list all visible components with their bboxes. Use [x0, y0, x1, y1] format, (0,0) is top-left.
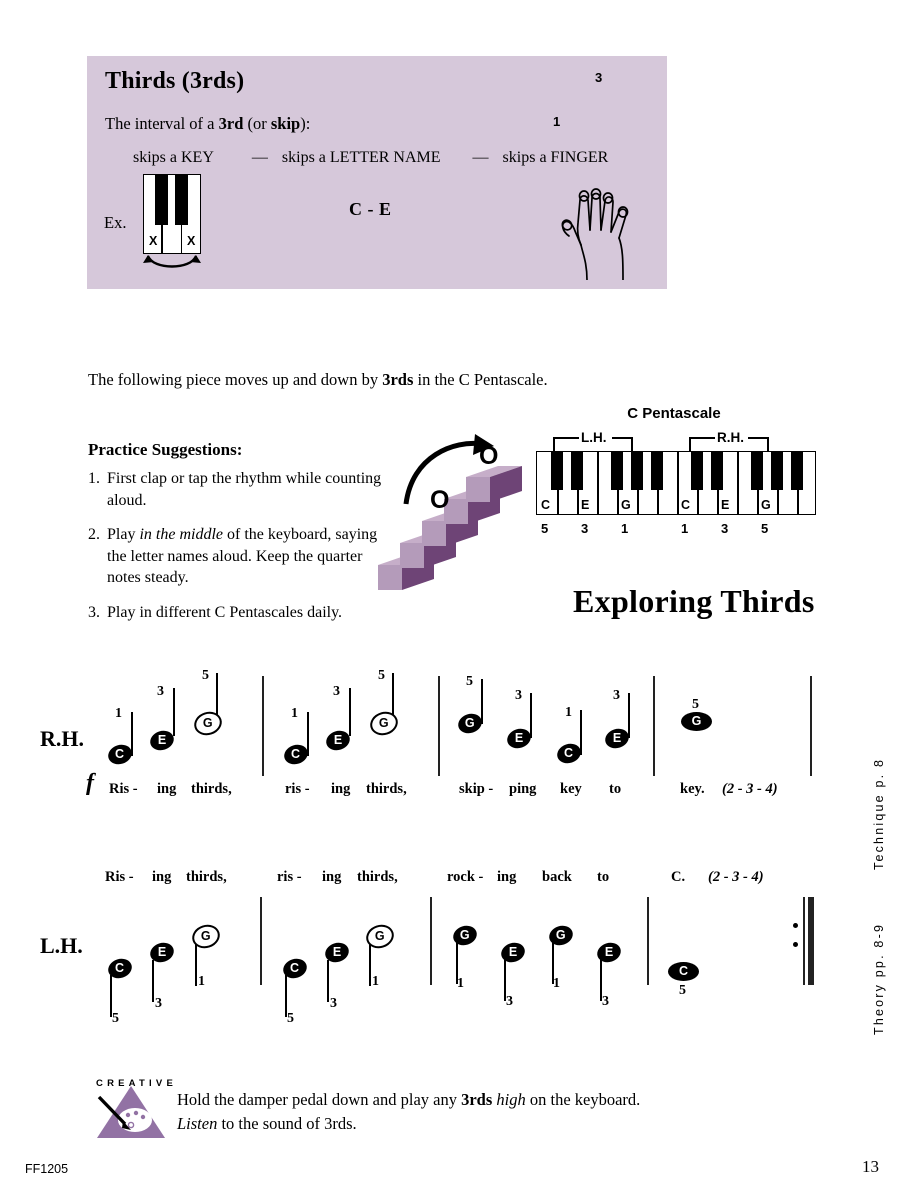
- creative-line2-post: to the sound of 3rds.: [217, 1114, 357, 1133]
- skip-arrow-icon: [139, 252, 205, 274]
- fingering-number: 1: [115, 706, 122, 721]
- creative-line-2: [177, 1112, 737, 1136]
- key-finger-5-rh: 5: [761, 521, 769, 536]
- intro-bold: 3rds: [382, 370, 414, 389]
- list-item: [88, 602, 388, 624]
- subtitle-part-3: (or: [243, 114, 271, 133]
- fingering-number: 3: [515, 688, 522, 703]
- lyric-syllable: ing: [157, 781, 177, 797]
- lyric-syllable: ris -: [285, 781, 310, 797]
- badge-letter: E: [166, 1078, 177, 1089]
- interval-label: C - E: [349, 199, 392, 219]
- key-finger-3-lh: 3: [581, 521, 589, 536]
- notehead-letter: E: [157, 945, 167, 960]
- rh-hand-label: R.H.: [40, 726, 84, 751]
- lyric-syllable: skip -: [459, 781, 494, 797]
- barline: [430, 897, 432, 985]
- fingering-number: 1: [372, 974, 379, 989]
- badge-letter: R: [107, 1078, 119, 1089]
- notehead-g: [367, 708, 401, 739]
- badge-letter: C: [96, 1078, 108, 1089]
- notehead-c-whole: [668, 962, 699, 981]
- key-letter-e-lh: E: [581, 498, 590, 512]
- stair-note-mark-high: O: [479, 442, 499, 470]
- lyric-syllable: ing: [152, 869, 172, 885]
- footer-product-code: FF1205: [25, 1162, 69, 1176]
- black-key: [631, 452, 643, 490]
- lyric-syllable: rock -: [447, 869, 484, 885]
- intro-sentence: [88, 370, 548, 390]
- hand-finger-label-1: 1: [553, 114, 561, 129]
- repeat-barline-thick: [808, 897, 814, 985]
- lyric-syllable: ing: [331, 781, 351, 797]
- notehead-g: [191, 708, 225, 739]
- notehead-letter: G: [460, 928, 470, 943]
- notehead-letter: C: [291, 747, 301, 762]
- hand-brackets: [524, 430, 824, 452]
- lyric-syllable: ris -: [277, 869, 302, 885]
- black-key: [771, 452, 783, 490]
- list-item-text: First clap or tap the rhythm while counting aloud.: [107, 470, 382, 509]
- notehead-letter: E: [332, 945, 342, 960]
- fingering-number: 3: [155, 996, 162, 1011]
- concept-box: [87, 56, 667, 289]
- fingering-number: 1: [198, 974, 205, 989]
- creative-line1-post: on the keyboard.: [525, 1090, 641, 1109]
- bracket-label-rh: R.H.: [717, 430, 744, 445]
- badge-letter: I: [149, 1078, 156, 1089]
- song-title: Exploring Thirds: [573, 583, 815, 619]
- notehead-letter: G: [691, 714, 702, 729]
- note-stem: [530, 693, 532, 738]
- note-stem: [481, 679, 483, 724]
- notehead-letter: C: [115, 747, 125, 762]
- badge-letter: A: [128, 1078, 140, 1089]
- black-key: [751, 452, 763, 490]
- list-item-number: 1.: [88, 470, 100, 487]
- fingering-number: 5: [287, 1011, 294, 1026]
- fingering-number: 1: [565, 705, 572, 720]
- note-stem: [327, 960, 329, 1002]
- creative-line1-bold: 3rds: [461, 1090, 493, 1109]
- pentascale-keyboard: [536, 451, 816, 515]
- concept-subtitle: [105, 114, 310, 134]
- hand-finger-label-3: 3: [595, 70, 603, 85]
- concept-title: Thirds (3rds): [105, 68, 245, 94]
- fingering-number: 1: [553, 976, 560, 991]
- notehead-letter: C: [564, 746, 574, 761]
- list-item: [88, 468, 388, 511]
- key-mark-x: X: [187, 234, 196, 248]
- repeat-dot: [793, 942, 798, 947]
- list-item-number: 2.: [88, 526, 100, 543]
- black-key: [571, 452, 583, 490]
- lyric-syllable: C.: [671, 869, 686, 885]
- notehead-letter: C: [115, 961, 125, 976]
- fingering-number: 1: [457, 976, 464, 991]
- count-text: (2 - 3 - 4): [722, 781, 778, 797]
- fingering-number: 5: [112, 1011, 119, 1026]
- lyric-syllable: ing: [497, 869, 517, 885]
- note-stem: [173, 688, 175, 736]
- key-mark-x: X: [149, 234, 158, 248]
- fingering-number: 3: [333, 684, 340, 699]
- fingering-number: 3: [506, 994, 513, 1009]
- notehead-letter: E: [514, 731, 524, 746]
- barline: [260, 897, 262, 985]
- black-key: [651, 452, 663, 490]
- skips-finger-text: skips a FINGER: [502, 149, 609, 166]
- lyric-syllable: thirds,: [366, 781, 407, 797]
- subtitle-part-5: ):: [300, 114, 311, 133]
- key-letter-c-lh: C: [541, 498, 551, 512]
- list-item-text-post: of the keyboard, saying the letter names aloud. Keep the quarter notes steady.: [107, 526, 378, 586]
- notehead-g-whole: [681, 712, 712, 731]
- barline: [438, 676, 440, 776]
- dash-icon-2: —: [472, 149, 489, 166]
- lyric-syllable: back: [542, 869, 572, 885]
- practice-list: [88, 468, 388, 636]
- hand-diagram-icon: [547, 168, 657, 280]
- key-letter-e-rh: E: [721, 498, 730, 512]
- list-item: [88, 524, 388, 589]
- notehead-e: [499, 940, 528, 965]
- lyric-syllable: thirds,: [357, 869, 398, 885]
- note-stem: [152, 960, 154, 1002]
- dynamic-forte: f: [86, 770, 94, 796]
- black-key: [155, 175, 168, 225]
- bracket-label-lh: L.H.: [581, 430, 607, 445]
- list-item-text: Play in different C Pentascales daily.: [107, 603, 343, 621]
- lh-hand-label: L.H.: [40, 933, 83, 958]
- notehead-letter: G: [375, 929, 385, 944]
- notehead-e: [595, 940, 624, 965]
- notehead-letter: C: [678, 964, 689, 979]
- stair-steps: [378, 466, 522, 590]
- black-key: [791, 452, 803, 490]
- lyric-syllable: Ris -: [109, 781, 138, 797]
- dash-icon: —: [251, 149, 268, 166]
- intro-after: in the C Pentascale.: [413, 370, 548, 389]
- list-item-text-pre: Play: [107, 526, 140, 543]
- key-letter-g-lh: G: [621, 498, 631, 512]
- notehead-letter: E: [508, 945, 518, 960]
- fingering-number: 3: [602, 994, 609, 1009]
- side-ref-technique: Technique p. 8: [872, 757, 886, 870]
- skips-key-text: skips a KEY: [133, 149, 214, 166]
- creative-badge-label: [96, 1078, 177, 1089]
- pentascale-diagram: [524, 405, 824, 560]
- stair-note-mark-low: O: [430, 486, 450, 514]
- badge-letter: T: [139, 1078, 150, 1089]
- notehead-g: [547, 923, 576, 948]
- badge-letter: E: [118, 1078, 129, 1089]
- fingering-number: 5: [692, 697, 699, 712]
- note-stem: [349, 688, 351, 736]
- repeat-dot: [793, 923, 798, 928]
- barline: [810, 676, 812, 776]
- lyric-syllable: to: [597, 869, 610, 885]
- creative-line1-em: high: [492, 1090, 526, 1109]
- black-key: [551, 452, 563, 490]
- creative-palette-icon: [95, 1080, 167, 1142]
- black-key: [691, 452, 703, 490]
- notehead-letter: E: [612, 731, 622, 746]
- skips-row: [133, 149, 653, 167]
- list-item-text-em: in the middle: [139, 526, 223, 543]
- creative-line1-pre: Hold the damper pedal down and play any: [177, 1090, 462, 1109]
- example-label: Ex.: [104, 213, 127, 232]
- note-stem: [580, 710, 582, 755]
- subtitle-bold-skip: skip: [270, 114, 301, 133]
- notehead-letter: G: [203, 716, 213, 731]
- creative-activity-text: [177, 1088, 737, 1136]
- fingering-number: 3: [330, 996, 337, 1011]
- notehead-letter: C: [290, 961, 300, 976]
- barline: [647, 897, 649, 985]
- key-finger-1-rh: 1: [681, 521, 689, 536]
- black-key: [175, 175, 188, 225]
- notehead-letter: E: [604, 945, 614, 960]
- fingering-number: 5: [679, 983, 686, 998]
- notehead-letter: G: [201, 929, 211, 944]
- notehead-g: [451, 923, 480, 948]
- repeat-barline-thin: [803, 897, 805, 985]
- note-stem: [369, 944, 371, 986]
- list-item-number: 3.: [88, 603, 100, 621]
- skips-letter-text: skips a LETTER NAME: [281, 149, 441, 166]
- fingering-number: 5: [466, 674, 473, 689]
- key-finger-5-lh: 5: [541, 521, 549, 536]
- fingering-number: 3: [613, 688, 620, 703]
- key-separator: [677, 452, 679, 514]
- page-number: 13: [862, 1157, 879, 1176]
- notehead-letter: E: [333, 733, 343, 748]
- key-finger-1-lh: 1: [621, 521, 629, 536]
- practice-heading: Practice Suggestions:: [88, 440, 243, 459]
- lyric-syllable: key: [560, 781, 582, 797]
- black-key: [711, 452, 723, 490]
- lyric-syllable: key.: [680, 781, 705, 797]
- notehead-letter: G: [465, 716, 475, 731]
- notehead-letter: G: [379, 716, 389, 731]
- side-ref-theory: Theory pp. 8-9: [872, 922, 886, 1035]
- key-separator: [597, 452, 599, 514]
- note-stem: [628, 693, 630, 738]
- key-letter-g-rh: G: [761, 498, 771, 512]
- key-finger-3-rh: 3: [721, 521, 729, 536]
- barline: [653, 676, 655, 776]
- key-separator: [737, 452, 739, 514]
- note-stem: [195, 944, 197, 986]
- lyric-syllable: to: [609, 781, 622, 797]
- fingering-number: 3: [157, 684, 164, 699]
- fingering-number: 1: [291, 706, 298, 721]
- notehead-letter: G: [556, 928, 566, 943]
- lyric-syllable: thirds,: [186, 869, 227, 885]
- notehead-letter: E: [157, 733, 167, 748]
- badge-letter: V: [155, 1078, 167, 1089]
- mini-keyboard-diagram: [143, 174, 201, 254]
- black-key: [611, 452, 623, 490]
- creative-line-1: [177, 1088, 737, 1112]
- pentascale-title: C Pentascale: [627, 405, 721, 422]
- barline: [262, 676, 264, 776]
- fingering-number: 5: [378, 668, 385, 683]
- count-text: (2 - 3 - 4): [708, 869, 764, 885]
- lyric-syllable: ping: [509, 781, 537, 797]
- intro-before: The following piece moves up and down by: [88, 370, 383, 389]
- creative-line2-em: Listen: [177, 1114, 218, 1133]
- lyric-syllable: thirds,: [191, 781, 232, 797]
- lyric-syllable: Ris -: [105, 869, 134, 885]
- key-letter-c-rh: C: [681, 498, 691, 512]
- lyric-syllable: ing: [322, 869, 342, 885]
- subtitle-part-1: The interval of a: [105, 114, 219, 133]
- fingering-number: 5: [202, 668, 209, 683]
- subtitle-bold-3rd: 3rd: [218, 114, 244, 133]
